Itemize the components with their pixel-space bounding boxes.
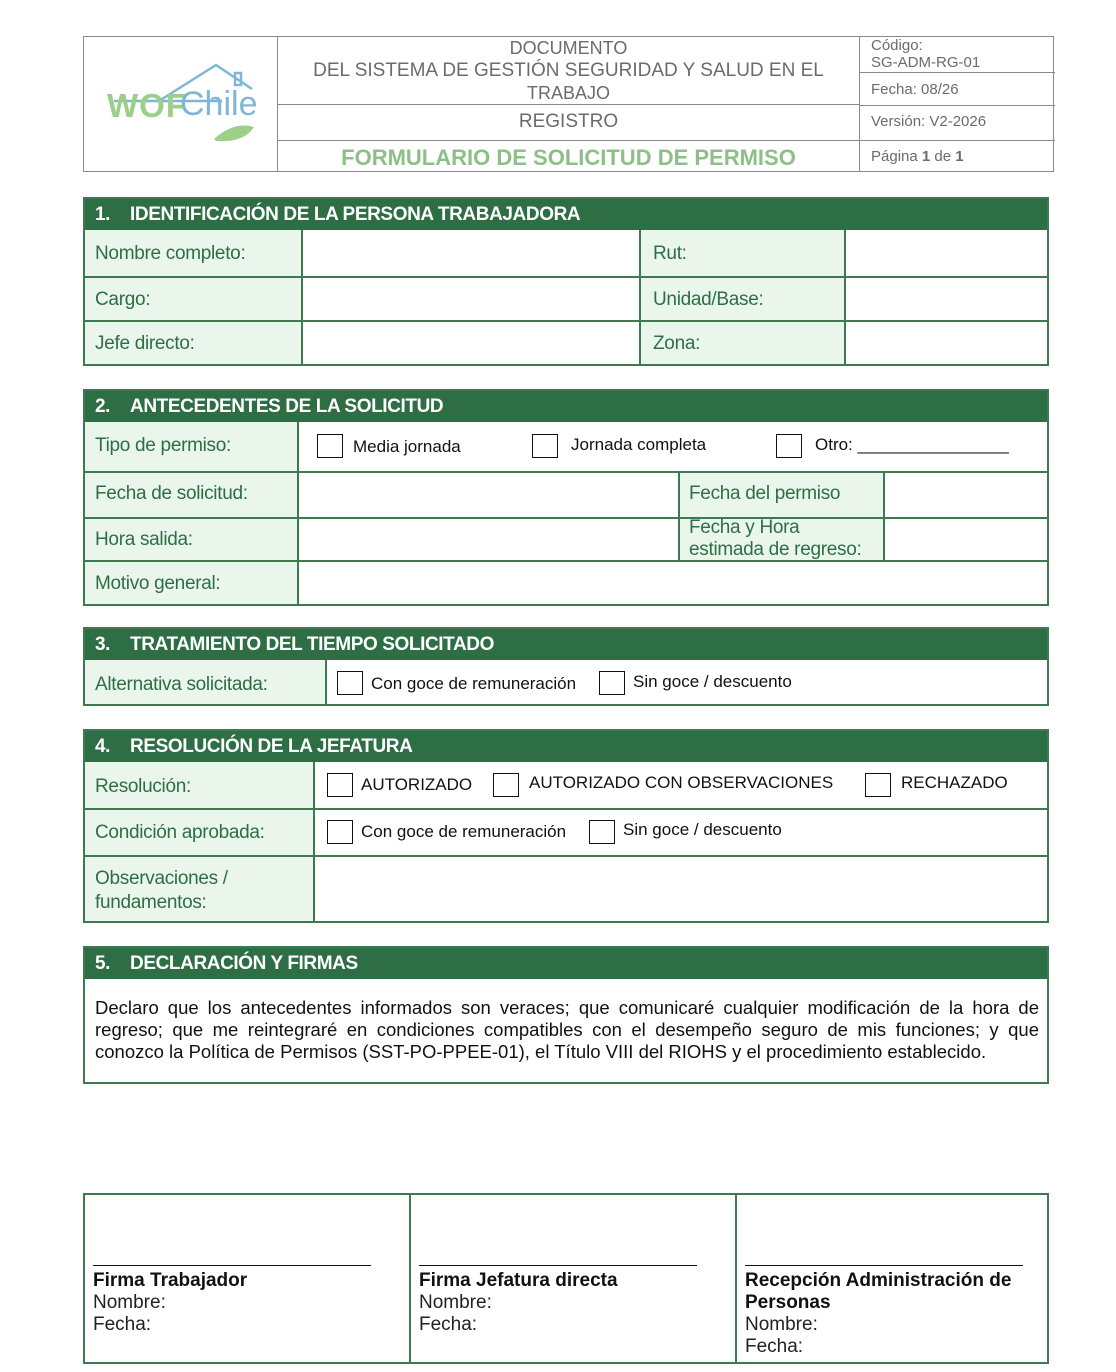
section2-number: 2. — [95, 396, 111, 417]
option-condicion-con-goce: Con goce de remuneración — [361, 822, 567, 841]
option-sin-goce: Sin goce / descuento — [633, 672, 792, 691]
form-title: FORMULARIO DE SOLICITUD DE PERMISO — [341, 145, 796, 170]
page-de: de — [934, 148, 952, 165]
observaciones-field[interactable] — [315, 857, 1047, 921]
doc-version: Versión: V2-2026 — [871, 113, 987, 130]
section4-title: RESOLUCIÓN DE LA JEFATURA — [130, 736, 413, 757]
page-prefix: Página — [871, 148, 918, 165]
fecha-permiso-label: Fecha del permiso — [689, 483, 841, 504]
logo-chile-text: Chile — [180, 85, 258, 123]
checkbox-rechazado[interactable] — [865, 773, 891, 797]
zona-field[interactable] — [846, 322, 1047, 364]
signature-title-administracion-line1: Recepción Administración de — [745, 1270, 1012, 1291]
signature-nombre-administracion: Nombre: — [745, 1314, 818, 1335]
document-header — [83, 36, 1054, 172]
signatures-table — [83, 1193, 1049, 1364]
section5-header — [85, 948, 1047, 979]
doc-date: Fecha: 08/26 — [871, 81, 959, 98]
fecha-solicitud-field[interactable] — [299, 473, 678, 517]
signature-title-jefatura: Firma Jefatura directa — [419, 1270, 618, 1291]
option-autorizado-observaciones: AUTORIZADO CON OBSERVACIONES — [529, 773, 834, 792]
section3-number: 3. — [95, 634, 111, 655]
checkbox-sin-goce[interactable] — [599, 671, 625, 695]
observaciones-label-line2: fundamentos: — [95, 892, 207, 913]
declaration-text: Declaro que los antecedentes informados son veraces; que comunicaré cualquier modificación de la hora de regreso; que me reintegraré en condiciones compatibles con el desempeño seguro de mis funciones; y que conozco la Política de Permisos (SST-PO-PPEE-01), el Título VIII del RIOHS y el procedimiento establecido. — [95, 997, 1039, 1062]
checkbox-media-jornada[interactable] — [317, 434, 343, 458]
section-resolucion — [83, 729, 1049, 923]
tipo-permiso-label: Tipo de permiso: — [95, 435, 232, 456]
section1-number: 1. — [95, 204, 111, 225]
checkbox-autorizado-observaciones[interactable] — [493, 773, 519, 797]
page-indicator — [871, 148, 964, 165]
nombre-completo-label: Nombre completo: — [95, 243, 246, 264]
logo-wof-text: WOF — [107, 87, 187, 124]
page-number: 1 — [921, 148, 931, 165]
section4-number: 4. — [95, 736, 111, 757]
doc-registro: REGISTRO — [518, 111, 619, 132]
fecha-permiso-field[interactable] — [885, 473, 1047, 517]
option-con-goce: Con goce de remuneración — [371, 674, 577, 693]
section-antecedentes — [83, 389, 1049, 606]
unidad-base-field[interactable] — [846, 278, 1047, 320]
doc-type-line1: DOCUMENTO — [509, 38, 628, 58]
option-jornada-completa: Jornada completa — [571, 435, 707, 454]
section-identificacion — [83, 197, 1049, 366]
signature-line-administracion — [745, 1265, 1023, 1266]
nombre-completo-field[interactable] — [303, 230, 639, 276]
observaciones-label-line1: Observaciones / — [95, 868, 228, 889]
section5-title: DECLARACIÓN Y FIRMAS — [130, 953, 358, 974]
codigo-value: SG-ADM-RG-01 — [871, 54, 981, 71]
option-autorizado: AUTORIZADO — [361, 775, 473, 794]
section4-header — [85, 731, 1047, 762]
alternativa-label: Alternativa solicitada: — [95, 674, 268, 695]
signature-nombre-trabajador: Nombre: — [93, 1292, 166, 1313]
signature-title-trabajador: Firma Trabajador — [93, 1270, 248, 1291]
jefe-directo-label: Jefe directo: — [95, 333, 195, 354]
section2-title: ANTECEDENTES DE LA SOLICITUD — [130, 396, 444, 417]
checkbox-otro[interactable] — [776, 434, 802, 458]
section3-header — [85, 629, 1047, 660]
page-total: 1 — [955, 148, 964, 165]
signature-fecha-administracion: Fecha: — [745, 1336, 804, 1357]
condicion-aprobada-label: Condición aprobada: — [95, 822, 265, 843]
motivo-general-field[interactable] — [299, 562, 1047, 604]
signature-title-administracion-line2: Personas — [745, 1292, 831, 1313]
signature-fecha-jefatura: Fecha: — [419, 1314, 478, 1335]
company-logo — [104, 59, 264, 169]
regreso-field[interactable] — [885, 519, 1047, 560]
fecha-solicitud-label: Fecha de solicitud: — [95, 483, 248, 504]
option-media-jornada: Media jornada — [353, 437, 461, 456]
hora-salida-label: Hora salida: — [95, 529, 193, 550]
signature-nombre-jefatura: Nombre: — [419, 1292, 492, 1313]
regreso-label-line2: estimada de regreso: — [689, 539, 862, 560]
jefe-directo-field[interactable] — [303, 322, 639, 364]
checkbox-jornada-completa[interactable] — [532, 434, 558, 458]
checkbox-con-goce[interactable] — [337, 671, 363, 695]
checkbox-condicion-sin-goce[interactable] — [589, 820, 615, 844]
section-tratamiento — [83, 627, 1049, 706]
section3-title: TRATAMIENTO DEL TIEMPO SOLICITADO — [130, 634, 494, 655]
checkbox-autorizado[interactable] — [327, 773, 353, 797]
codigo-label: Código: — [871, 37, 923, 54]
option-rechazado: RECHAZADO — [901, 773, 1008, 792]
signature-fecha-trabajador: Fecha: — [93, 1314, 152, 1335]
signature-line-trabajador — [93, 1265, 371, 1266]
motivo-general-label: Motivo general: — [95, 573, 221, 594]
rut-field[interactable] — [846, 230, 1047, 276]
checkbox-condicion-con-goce[interactable] — [327, 820, 353, 844]
section1-title: IDENTIFICACIÓN DE LA PERSONA TRABAJADORA — [130, 204, 581, 225]
section1-header — [85, 199, 1047, 230]
option-condicion-sin-goce: Sin goce / descuento — [623, 820, 782, 839]
hora-salida-field[interactable] — [299, 519, 678, 560]
rut-label: Rut: — [653, 243, 687, 264]
cargo-field[interactable] — [303, 278, 639, 320]
section5-number: 5. — [95, 953, 111, 974]
option-otro: Otro: ________________ — [815, 435, 1009, 454]
doc-type-line3: TRABAJO — [526, 83, 610, 103]
section-declaracion — [83, 946, 1049, 1084]
cargo-label: Cargo: — [95, 289, 151, 310]
unidad-base-label: Unidad/Base: — [653, 289, 764, 310]
regreso-label-line1: Fecha y Hora — [689, 517, 800, 538]
signature-line-jefatura — [419, 1265, 697, 1266]
section2-header — [85, 391, 1047, 422]
resolucion-label: Resolución: — [95, 776, 191, 797]
zona-label: Zona: — [653, 333, 701, 354]
doc-type-line2: DEL SISTEMA DE GESTIÓN SEGURIDAD Y SALUD EN EL — [313, 60, 824, 81]
